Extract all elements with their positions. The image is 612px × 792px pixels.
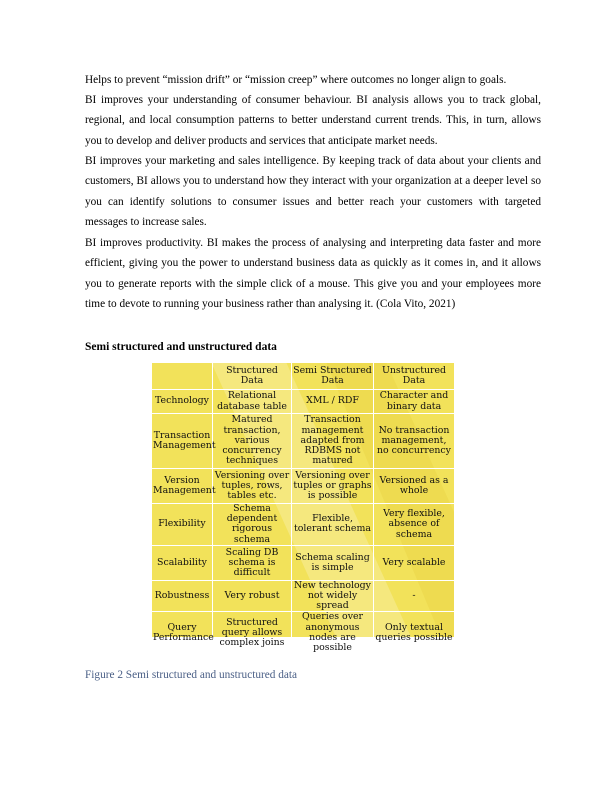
table-row-scalability: [152, 545, 455, 580]
table-cell: Very scalable: [374, 545, 455, 580]
table-cell: Versioning over tuples, rows, tables etc.: [213, 469, 292, 504]
header-cell-structured: Structured Data: [213, 363, 292, 390]
table-cell: Matured transaction, various concurrency techniques: [213, 414, 292, 469]
figure-caption: Figure 2 Semi structured and unstructured data: [85, 669, 298, 681]
row-label: Flexibility: [152, 504, 213, 546]
table-header-row: [152, 363, 455, 390]
table-cell: Relational database table: [213, 390, 292, 414]
table-cell: Only textual queries possible: [374, 612, 455, 654]
comparison-table: [151, 362, 455, 654]
table-row-flexibility: [152, 504, 455, 546]
row-label: Transaction Management: [152, 414, 213, 469]
table-cell: XML / RDF: [292, 390, 374, 414]
comparison-table-figure: [151, 362, 454, 654]
paragraph-productivity: BI improves productivity. BI makes the process of analysing and interpreting data faster and more efficient, giving you the power to understand business data as quickly as it comes in, and it allows you to generate reports with the simple click of a mouse. This give you and your employees more time to devote to running your business rather than analysing it. (Cola Vito, 2021): [85, 237, 541, 311]
table-cell: Very robust: [213, 580, 292, 612]
section-heading: Semi structured and unstructured data: [85, 341, 277, 353]
row-label: Scalability: [152, 545, 213, 580]
table-cell: Versioned as a whole: [374, 469, 455, 504]
table-cell: No transaction management, no concurrency: [374, 414, 455, 469]
table-cell: Schema scaling is simple: [292, 545, 374, 580]
table-cell: Transaction management adapted from RDBMS not matured: [292, 414, 374, 469]
table-row-robustness: [152, 580, 455, 612]
paragraph-marketing-sales: BI improves your marketing and sales intelligence. By keeping track of data about your clients and customers, BI allows you to understand how they interact with your organization at a deeper level so you can identify solutions to consumer issues and better reach your customers with targeted messages to increase sales.: [85, 155, 541, 229]
row-label: Query Performance: [152, 612, 213, 654]
paragraph-mission-drift: Helps to prevent “mission drift” or “mission creep” where outcomes no longer align to goals.: [85, 74, 507, 86]
table-cell: Very flexible, absence of schema: [374, 504, 455, 546]
paragraph-consumer-behaviour: BI improves your understanding of consumer behaviour. BI analysis allows you to track global, regional, and local consumption patterns to better understand current trends. This, in turn, allows you to develop and deliver products and services that anticipate market needs.: [85, 94, 541, 147]
table-cell: -: [374, 580, 455, 612]
table-cell: Character and binary data: [374, 390, 455, 414]
table-cell: Scaling DB schema is difficult: [213, 545, 292, 580]
table-cell: Queries over anonymous nodes are possible: [292, 612, 374, 654]
table-cell: Versioning over tuples or graphs is possible: [292, 469, 374, 504]
table-row-technology: [152, 390, 455, 414]
header-cell-empty: [152, 363, 213, 390]
table-cell: Structured query allows complex joins: [213, 612, 292, 654]
table-row-version-management: [152, 469, 455, 504]
table-cell: Schema dependent rigorous schema: [213, 504, 292, 546]
row-label: Robustness: [152, 580, 213, 612]
table-row-transaction-management: [152, 414, 455, 469]
header-cell-unstructured: Unstructured Data: [374, 363, 455, 390]
header-cell-semi-structured: Semi Structured Data: [292, 363, 374, 390]
table-cell: Flexible, tolerant schema: [292, 504, 374, 546]
table-row-query-performance: [152, 612, 455, 654]
row-label: Technology: [152, 390, 213, 414]
row-label: Version Management: [152, 469, 213, 504]
table-cell: New technology not widely spread: [292, 580, 374, 612]
